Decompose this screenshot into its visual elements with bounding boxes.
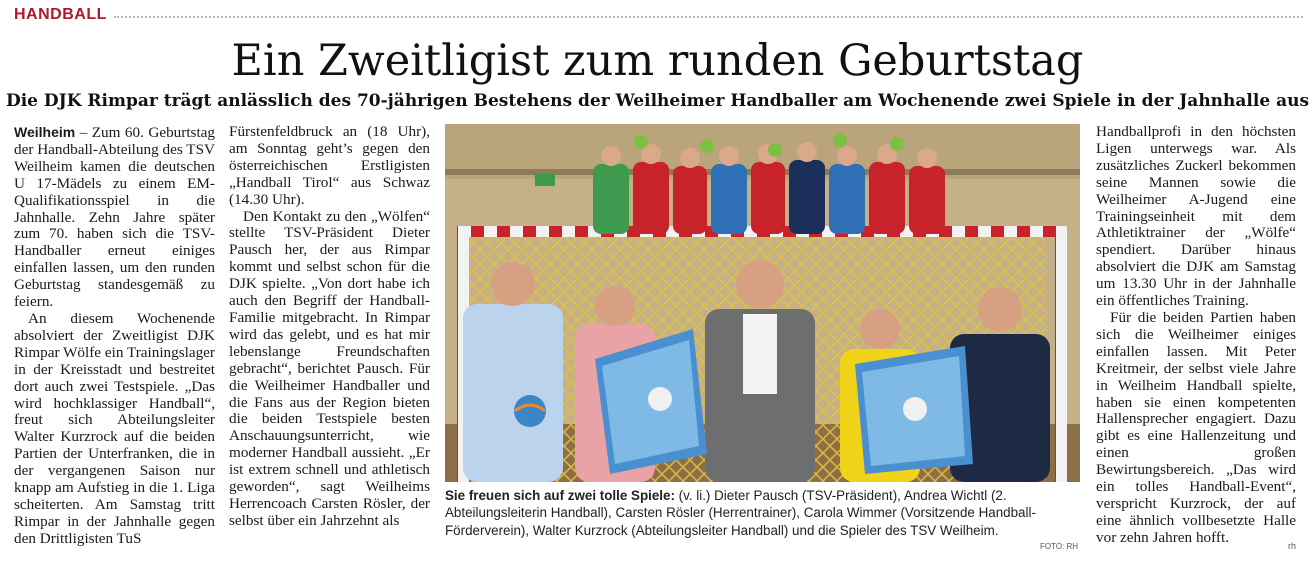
photo-caption xyxy=(445,487,1080,539)
rubric-divider xyxy=(114,16,1303,18)
section-rubric: HANDBALL xyxy=(14,6,107,23)
paragraph-4: Den Kontakt zu den „Wölfen“ stellte TSV-Präsident Dieter Pausch her, der aus Rimpar kommt und selbst schon für die DJK spielte. „Von dort habe ich auch den Begriff der Handball-Familie mitgebracht. In Rimpar wird das gelebt, und es hat mir lebenslange Freundschaften gebracht“, berichtet Pausch. Für die Weilheimer Handballer und die Fans aus der Region bieten die beiden Testspiele besten Anschauungsunterricht, wie moderner Handball aussieht. „Er ist extrem schnell und athletisch geworden“, sagt Weilheims Herrencoach Carsten Rösler, der selbst über ein Jahrzehnt als xyxy=(229,207,430,529)
paragraph-1 xyxy=(14,124,215,311)
article-column-4 xyxy=(1096,124,1296,547)
caption-text: (v. li.) Dieter Pausch (TSV-Präsident), Andrea Wichtl (2. Abteilungsleiterin Handball), Carsten Rösler (Herrentrainer), Carola Wimmer (Vorsitzende Handball-Förderverein), Walter Kurzrock (Abteilungsleiter Handball) und die Spieler des TSV Weilheim. xyxy=(445,488,1036,538)
paragraph-1-text: – Zum 60. Geburtstag der Handball-Abteilung des TSV Weilheim kamen die deutschen U 17-Mädels zu einem EM-Qualifikationsspiel in die Jahnhalle. Zehn Jahre später zum 70. haben sich die TSV-Handballer erneut einiges einfallen lassen, um den runden Geburtstag standesgemäß zu feiern. xyxy=(14,124,216,311)
photo-credit: FOTO: RH xyxy=(1040,542,1079,551)
author-initials: rh xyxy=(1287,541,1296,551)
article-column-1 xyxy=(14,124,215,548)
dateline: Weilheim xyxy=(14,124,76,140)
paragraph-6: Für die beiden Partien haben sich die Weilheimer einiges einfallen lassen. Mit Peter Kreitmeir, der selbst viele Jahre in Weilheim Handball spielte, haben sie einen kompetenten Hallensprecher engagiert. Dazu gibt es eine Hallenzeitung und einen großen Bewirtungsbereich. „Das wird ein tolles Handball-Event“, verspricht Kurzrock, der auf eine ähnlich vollbesetzte Halle vor zehn Jahren hofft. xyxy=(1096,308,1296,546)
players-back-row xyxy=(593,133,945,234)
paragraph-5: Handballprofi in den höchsten Ligen unterwegs war. Als zusätzliches Zuckerl bekommen seine Mannen sowie die Weilheimer A-Jugend eine Trainingseinheit mit dem Athletiktrainer der „Wölfe“ spendiert. Darüber hinaus absolviert die DJK am Samstag um 13.30 Uhr in der Jahnhalle ein öffentliches Training. xyxy=(1096,123,1296,310)
headline: Ein Zweitligist zum runden Geburtstag xyxy=(231,36,1084,86)
handball-icon xyxy=(514,395,546,427)
article-column-2 xyxy=(229,124,430,530)
caption-lead: Sie freuen sich auf zwei tolle Spiele: xyxy=(445,488,675,503)
team-photo xyxy=(445,124,1080,482)
subheadline: Die DJK Rimpar trägt anlässlich des 70-jährigen Bestehens der Weilheimer Handballer am Wochenende zwei Spiele in der Jahnhalle aus xyxy=(5,91,1310,111)
paragraph-3: Fürstenfeldbruck an (18 Uhr), am Sonntag geht’s gegen den österreichischen Erstligisten „Handball Tirol“ aus Schwaz (14.30 Uhr). xyxy=(229,123,430,208)
paragraph-2: An diesem Wochenende absolviert der Zweitligist DJK Rimpar Wölfe ein Trainingslager in der Kreisstadt und bestreitet dort auch zwei Testspiele. „Das wird hochklassiger Handball“, freut sich Abteilungsleiter Walter Kurzrock auf die beiden Partien der Unterfranken, die in der vergangenen Saison nur knapp am Aufstieg in die 1. Liga scheiterten. Am Samstag tritt Rimpar in der Jahnhalle gegen den Drittligisten TuS xyxy=(14,309,215,547)
